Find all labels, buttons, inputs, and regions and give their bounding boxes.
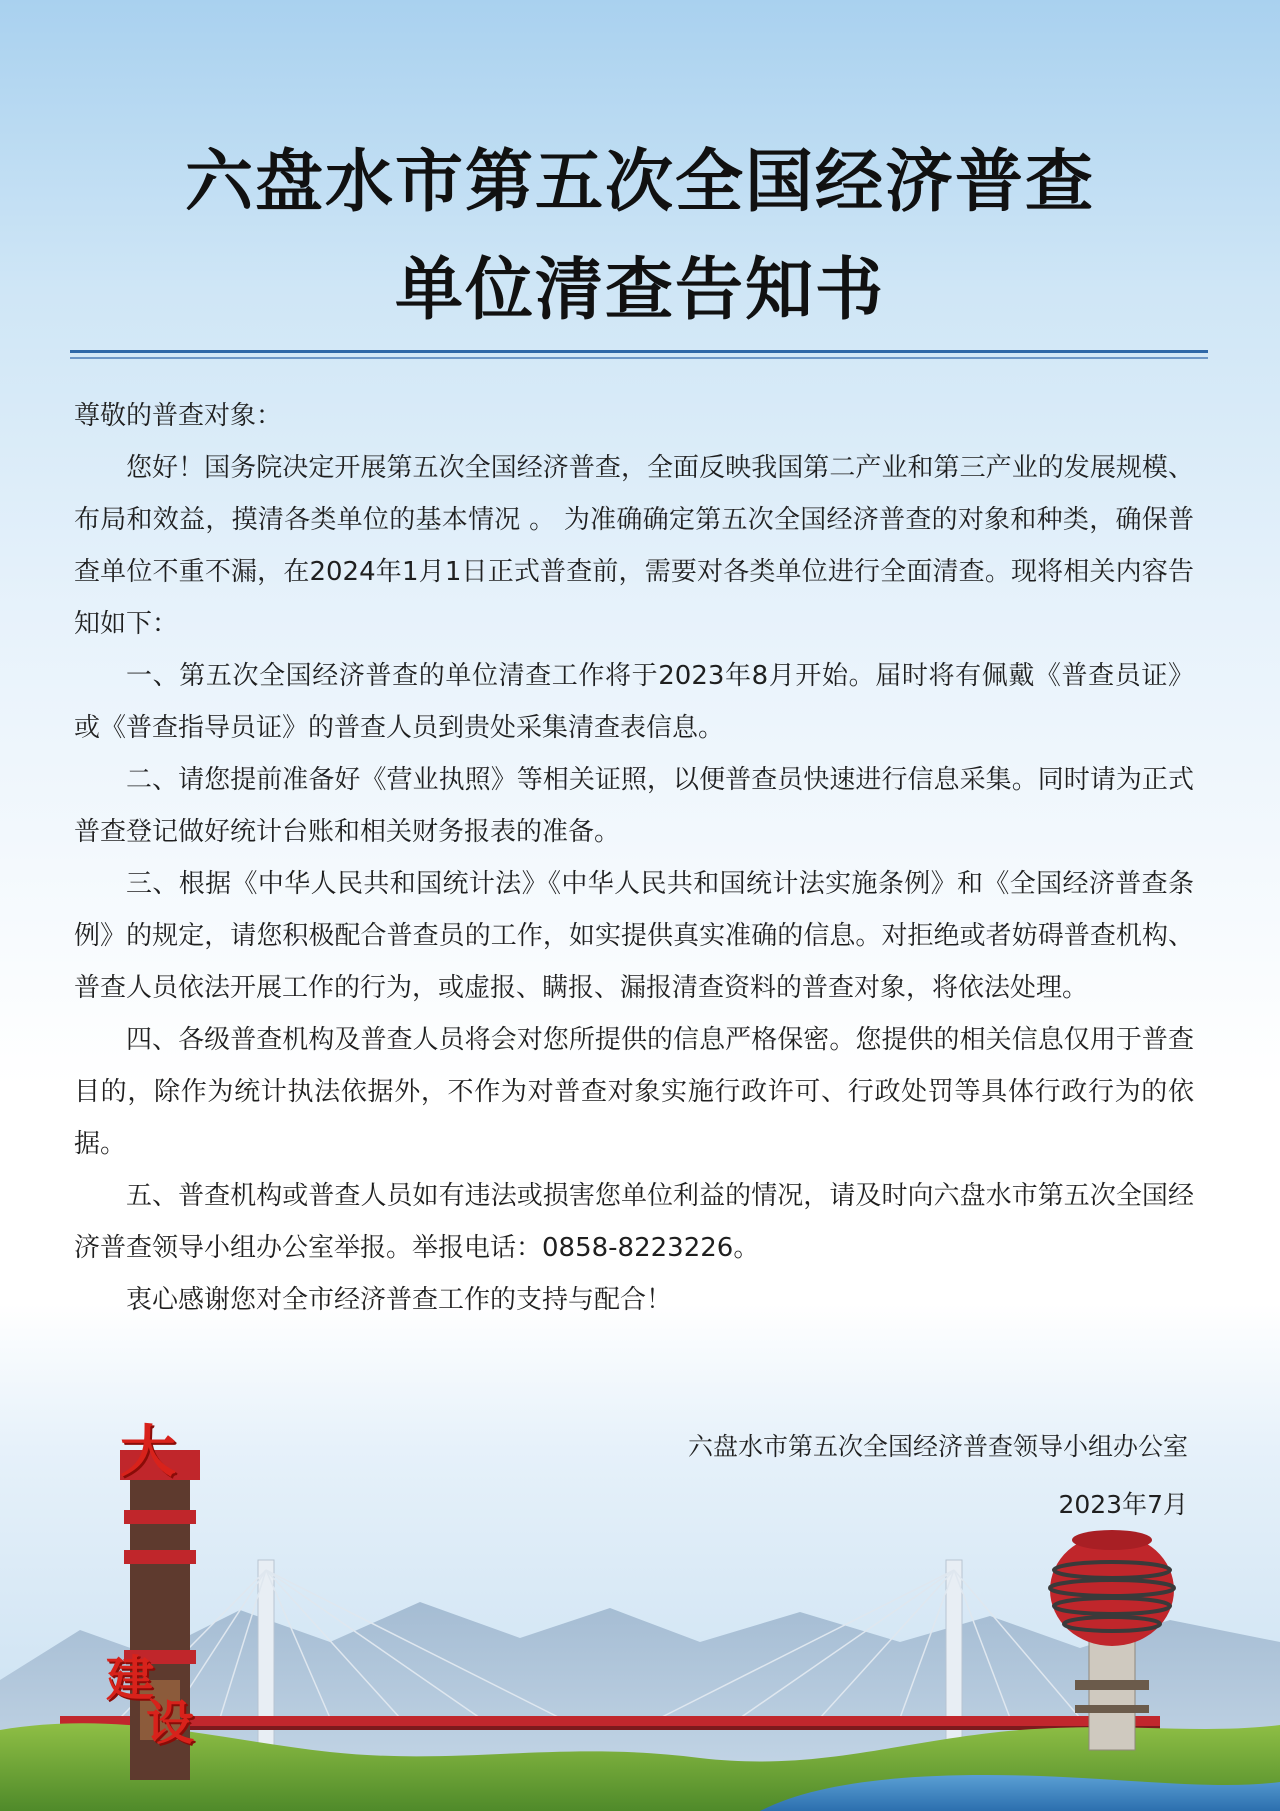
salutation: 尊敬的普查对象： (74, 401, 283, 431)
signature-date: 2023年7月 (1058, 1490, 1188, 1519)
slogan-char-top: 大 (120, 1420, 176, 1485)
signature-org: 六盘水市第五次全国经济普查领导小组办公室 (687, 1432, 1188, 1461)
title-divider-bottom (70, 357, 1208, 359)
paragraph-item-5: 五、普查机构或普查人员如有违法或损害您单位利益的情况，请及时向六盘水市第五次全国经济普查领导小组办公室举报。举报电话：0858-8223226。 (74, 1181, 1194, 1263)
bridge-deck (60, 1716, 1160, 1726)
paragraph-intro: 您好！国务院决定开展第五次全国经济普查，全面反映我国第二产业和第三产业的发展规模、布局和效益，摸清各类单位的基本情况 。 为准确确定第五次全国经济普查的对象和种类，确保普查单位不重不漏，在2024年1月1日正式普查前，需要对各类单位进行全面清查。现将相关内容告知如下： (74, 453, 1194, 639)
title-divider-top (70, 350, 1208, 353)
letter-body (74, 390, 1194, 1326)
paragraph-item-2: 二、请您提前准备好《营业执照》等相关证照，以便普查员快速进行信息采集。同时请为正式普查登记做好统计台账和相关财务报表的准备。 (74, 765, 1194, 847)
slogan-char-3: 设 (146, 1695, 195, 1751)
paragraph-thanks: 衷心感谢您对全市经济普查工作的支持与配合！ (126, 1285, 673, 1315)
page-title-line2: 单位清查告知书 (394, 251, 885, 330)
paragraph-item-3: 三、根据《中华人民共和国统计法》《中华人民共和国统计法实施条例》和《全国经济普查条例》的规定，请您积极配合普查员的工作，如实提供真实准确的信息。对拒绝或者妨碍普查机构、普查人员依法开展工作的行为，或虚报、瞒报、漏报清查资料的普查对象，将依法处理。 (74, 869, 1194, 1003)
bridge-tower-left (258, 1560, 274, 1770)
page-title-line1: 六盘水市第五次全国经济普查 (184, 143, 1095, 222)
paragraph-item-4: 四、各级普查机构及普查人员将会对您所提供的信息严格保密。您提供的相关信息仅用于普查目的，除作为统计执法依据外，不作为对普查对象实施行政许可、行政处罚等具体行政行为的依据。 (74, 1025, 1194, 1159)
slogan-char-2: 建 (106, 1651, 155, 1707)
paragraph-item-1: 一、第五次全国经济普查的单位清查工作将于2023年8月开始。届时将有佩戴《普查员证》或《普查指导员证》的普查人员到贵处采集清查表信息。 (74, 661, 1194, 743)
